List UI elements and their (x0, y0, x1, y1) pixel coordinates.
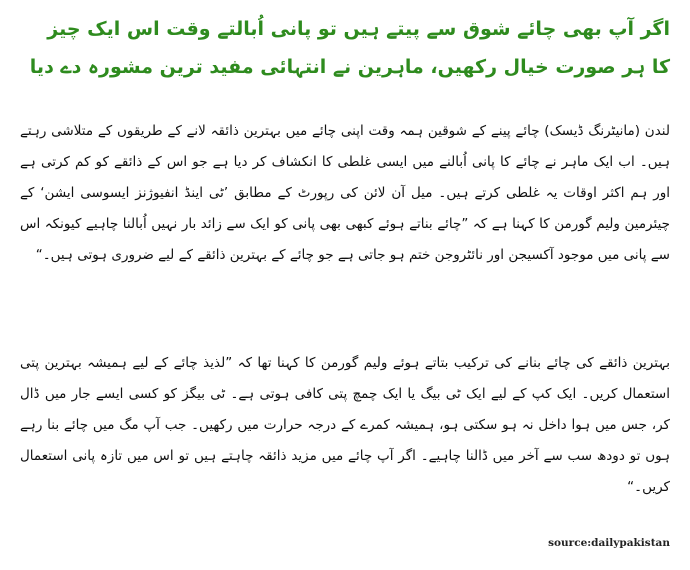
source-credit: source:dailypakistan (548, 537, 670, 549)
article-paragraph-1: لندن (مانیٹرنگ ڈیسک) چائے پینے کے شوقین ہمہ وقت اپنی چائے میں بہترین ذائقہ لانے کے طریقوں کے متلاشی رہتے ہیں۔ اب ایک ماہر نے چائے کا پانی اُبالنے میں ایسی غلطی کا انکشاف کر دیا ہے جو اس کے ذائقے کو کم کرتی ہے اور ہم اکثر اوقات یہ غلطی کرتے ہیں۔ میل آن لائن کی رپورٹ کے مطابق ’ٹی اینڈ انفیوژنز ایسوسی ایشن‘ کے چیئرمین ولیم گورمن کا کہنا ہے کہ ”چائے بناتے ہوئے کبھی بھی پانی کو ایک سے زائد بار نہیں اُبالنا چاہیے کیونکہ اس سے پانی میں موجود آکسیجن اور نائٹروجن ختم ہو جاتی ہے جو چائے کے بہترین ذائقے کے لیے ضروری ہوتی ہیں۔“ (20, 123, 670, 263)
article-paragraph-2: بہترین ذائقے کی چائے بنانے کی ترکیب بتاتے ہوئے ولیم گورمن کا کہنا تھا کہ ”لذیذ چائے کے لیے ہمیشہ بہترین پتی استعمال کریں۔ ایک کپ کے لیے ایک ٹی بیگ یا ایک چمچ پتی کافی ہوتی ہے۔ ٹی بیگز کو کسی ایسے جار میں ڈال کر، جس میں ہوا داخل نہ ہو سکتی ہو، ہمیشہ کمرے کے درجہ حرارت میں رکھیں۔ جب آپ مگ میں چائے بنا رہے ہوں تو دودھ سب سے آخر میں ڈالنا چاہیے۔ اگر آپ چائے میں مزید ذائقہ چاہتے ہیں تو اس میں تازہ پانی استعمال کریں۔“ (20, 355, 670, 495)
article-headline: اگر آپ بھی چائے شوق سے پیتے ہیں تو پانی اُبالتے وقت اس ایک چیز کا ہر صورت خیال رکھیں، ماہرین نے انتہائی مفید ترین مشورہ دے دیا (29, 18, 670, 78)
